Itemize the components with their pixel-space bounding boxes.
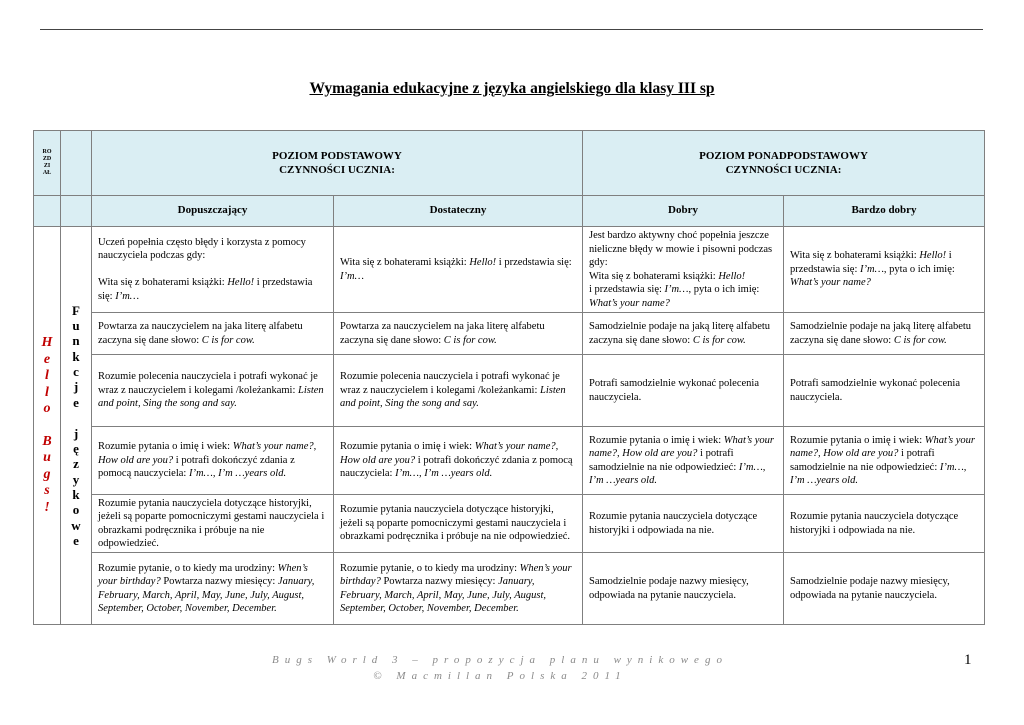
- grade-dostateczny: Dostateczny: [334, 196, 583, 227]
- requirement-cell: [92, 495, 334, 553]
- section-letter: k: [72, 348, 80, 364]
- basic-level-subtitle: CZYNNOŚCI UCZNIA:: [279, 164, 395, 176]
- section-letter: ę: [73, 441, 79, 457]
- section-letter: y: [72, 471, 80, 487]
- cell-text: i przedstawia się:: [496, 257, 572, 268]
- cell-text: Wita się z bohaterami książki:: [589, 270, 719, 282]
- cell-text: , pyta o ich imię:: [688, 284, 760, 295]
- basic-level-header: [92, 131, 583, 196]
- section-letter: z: [73, 456, 79, 472]
- section-letter: j: [73, 425, 79, 441]
- chapter-letter: H: [41, 335, 53, 350]
- cell-text: i potrafi dokończyć zdania z pomocą nauczyciela:: [340, 454, 573, 480]
- english-phrase: What’s your name?, How old are you?: [98, 441, 317, 466]
- english-phrase: I’m…, I’m …years old.: [188, 468, 287, 480]
- requirement-cell: [583, 427, 784, 495]
- requirement-row: [34, 355, 985, 427]
- english-phrase: I’m…: [860, 263, 884, 275]
- section-letter: [61, 410, 91, 426]
- english-phrase: C is for cow.: [692, 334, 746, 346]
- cell-text: Rozumie pytania o imię i wiek:: [790, 434, 925, 446]
- requirement-cell: [334, 313, 583, 355]
- cell-text: Samodzielnie podaje nazwy miesięcy, odpowiada na pytanie nauczyciela.: [790, 576, 950, 601]
- chapter-letter: s: [44, 483, 50, 498]
- advanced-level-title: POZIOM PONADPODSTAWOWY: [699, 150, 868, 162]
- section-letter: n: [72, 333, 80, 349]
- requirement-cell: [583, 313, 784, 355]
- section-title-vertical: [61, 227, 92, 625]
- cell-text: Rozumie polecenia nauczyciela i potrafi wykonać je wraz z nauczycielem i kolegami /koleżankami:: [340, 371, 560, 396]
- english-phrase: Hello!: [469, 257, 497, 268]
- footer-copyright: © Macmillan Polska 2011: [373, 670, 627, 682]
- advanced-level-subtitle: CZYNNOŚCI UCZNIA:: [725, 164, 842, 176]
- blank-header-cell: [61, 131, 92, 196]
- requirement-cell: [334, 553, 583, 625]
- top-divider: [40, 29, 983, 30]
- requirement-cell: [784, 355, 985, 427]
- english-phrase: What’s your name?, How old are you?: [340, 441, 559, 466]
- basic-level-title: POZIOM PODSTAWOWY: [272, 150, 402, 162]
- cell-text: Powtarza nazwy miesięcy:: [160, 576, 278, 587]
- advanced-level-header: [583, 131, 985, 196]
- english-phrase: When’s your birthday?: [98, 562, 308, 587]
- requirement-row: [34, 495, 985, 553]
- cell-text: Rozumie pytania o imię i wiek:: [340, 441, 475, 453]
- english-phrase: What’s your name?: [790, 277, 871, 289]
- cell-text: Rozumie pytania nauczyciela dotyczące historyjki i odpowiada na nie.: [589, 511, 758, 536]
- requirement-cell: [92, 553, 334, 625]
- english-phrase: January, February, March, April, May, June, July, August, September, October, November, December.: [98, 576, 315, 614]
- requirement-cell: [784, 427, 985, 495]
- grade-bardzo-dobry: Bardzo dobry: [784, 196, 985, 227]
- english-phrase: I’m…, I’m …years old.: [790, 461, 967, 486]
- cell-text: Wita się z bohaterami książki:: [340, 257, 470, 268]
- english-phrase: Hello!: [919, 250, 947, 262]
- cell-text: Powtarza za nauczycielem na jaka literę alfabetu zaczyna się dane słowo:: [340, 321, 545, 346]
- requirement-cell: [92, 427, 334, 495]
- cell-text: Samodzielnie podaje na jaką literę alfabetu zaczyna się dane słowo:: [790, 321, 972, 346]
- requirement-cell: [334, 227, 583, 313]
- chapter-letter: l: [45, 368, 49, 383]
- requirement-cell: [92, 355, 334, 427]
- english-phrase: I’m…: [115, 290, 140, 302]
- section-letter: c: [73, 363, 79, 379]
- cell-text: Rozumie pytania nauczyciela dotyczące historyjki i odpowiada na nie.: [790, 511, 959, 536]
- cell-text: i przedstawia się:: [790, 250, 952, 275]
- requirement-cell: [334, 355, 583, 427]
- requirement-cell: [784, 313, 985, 355]
- cell-text: i potrafi samodzielnie na nie odpowiedzieć:: [790, 448, 940, 473]
- chapter-letter: [34, 418, 60, 434]
- section-letter: o: [72, 502, 80, 518]
- requirement-row: [34, 553, 985, 625]
- english-phrase: What’s your name?, How old are you?: [790, 434, 976, 459]
- english-phrase: I’m…: [340, 270, 364, 282]
- cell-text: Potrafi samodzielnie wykonać polecenia nauczyciela.: [589, 378, 759, 403]
- section-letter: e: [73, 394, 79, 410]
- chapter-letter: o: [43, 401, 51, 416]
- requirement-cell: [583, 227, 784, 313]
- english-phrase: When’s your birthday?: [340, 562, 572, 587]
- section-letter: j: [73, 379, 79, 395]
- grade-dobry: Dobry: [583, 196, 784, 227]
- cell-text: , pyta o ich imię:: [883, 263, 955, 275]
- english-phrase: What’s your name?, How old are you?: [589, 434, 775, 459]
- english-phrase: C is for cow.: [893, 334, 947, 346]
- chapter-letter: l: [45, 384, 49, 400]
- cell-text: Powtarza za nauczycielem na jaka literę alfabetu zaczyna się dane słowo:: [98, 321, 303, 346]
- cell-text: Samodzielnie podaje nazwy miesięcy, odpowiada na pytanie nauczyciela.: [589, 576, 749, 601]
- english-phrase: C is for cow.: [201, 334, 255, 346]
- requirement-cell: [784, 495, 985, 553]
- requirement-cell: [583, 553, 784, 625]
- cell-text: Powtarza nazwy miesięcy:: [380, 576, 499, 587]
- chapter-title-vertical: [34, 227, 61, 625]
- requirement-cell: [784, 553, 985, 625]
- cell-text: Rozumie pytania nauczyciela dotyczące historyjki, jeżeli są poparte pomocniczymi gestami nauczyciela i obrazkami podręcznika i próbuje na nie odpowiedzieć.: [340, 504, 571, 543]
- requirement-cell: [92, 313, 334, 355]
- chapter-letter: B: [42, 433, 52, 449]
- cell-text: Jest bardzo aktywny choć popełnia jeszcze nieliczne błędy w mowie i pisowni podczas gdy:: [589, 230, 773, 268]
- requirement-cell: [334, 495, 583, 553]
- page-number: 1: [964, 652, 972, 668]
- english-phrase: Listen and point, Sing the song and say.: [98, 384, 324, 410]
- cell-text: i przedstawia się:: [589, 284, 665, 295]
- cell-text: Wita się z bohaterami książki:: [790, 250, 920, 262]
- cell-text: Rozumie pytanie, o to kiedy ma urodziny:: [98, 562, 278, 574]
- cell-text: Uczeń popełnia często błędy i korzysta z pomocy nauczyciela podczas gdy:: [98, 236, 306, 262]
- footer: [0, 652, 1000, 684]
- chapter-letter: e: [43, 351, 51, 367]
- english-phrase: I’m…: [664, 284, 689, 295]
- cell-text: Samodzielnie podaje na jaką literę alfabetu zaczyna się dane słowo:: [589, 321, 771, 346]
- cell-text: i przedstawia się:: [98, 277, 313, 302]
- chapter-letter: u: [43, 450, 51, 465]
- blank-cell: [34, 196, 61, 227]
- footer-publication: Bugs World 3 – propozycja planu wynikowego: [272, 654, 728, 666]
- document-title: Wymagania edukacyjne z języka angielskiego dla klasy III sp: [309, 80, 715, 97]
- cell-text: i potrafi dokończyć zdania z pomocą nauczyciela:: [98, 454, 295, 480]
- cell-text: Rozumie pytania nauczyciela dotyczące historyjki, jeżeli są poparte pomocniczymi gestami nauczyciela i obrazkami podręcznika i próbuje na nie odpowiedzieć.: [98, 497, 325, 549]
- cell-text: Potrafi samodzielnie wykonać polecenia nauczyciela.: [790, 378, 960, 403]
- chapter-letter: g: [43, 466, 51, 482]
- section-letter: e: [73, 532, 79, 548]
- section-letter: F: [72, 302, 80, 318]
- requirement-row: [34, 313, 985, 355]
- section-letter: k: [72, 487, 80, 503]
- cell-text: Rozumie pytania o imię i wiek:: [98, 441, 233, 453]
- blank-cell: [61, 196, 92, 227]
- requirement-cell: [334, 427, 583, 495]
- english-phrase: Listen and point, Sing the song and say.: [340, 384, 566, 410]
- section-letter: u: [72, 318, 80, 334]
- requirement-row: [34, 427, 985, 495]
- requirement-cell: [92, 227, 334, 313]
- english-phrase: January, February, March, April, May, June, July, August, September, October, November, December.: [340, 576, 546, 614]
- cell-text: Rozumie pytanie, o to kiedy ma urodziny:: [340, 562, 520, 574]
- section-letter: w: [71, 517, 81, 533]
- english-phrase: Hello!: [227, 277, 255, 289]
- english-phrase: What’s your name?: [589, 297, 670, 309]
- grade-dopuszczajacy: Dopuszczający: [92, 196, 334, 227]
- grade-levels-row: [34, 196, 985, 227]
- requirements-table: [33, 130, 985, 625]
- cell-text: Wita się z bohaterami książki:: [98, 277, 228, 289]
- cell-text: i potrafi samodzielnie na nie odpowiedzieć:: [589, 448, 739, 473]
- chapter-letter: !: [44, 499, 50, 515]
- cell-text: Rozumie pytania o imię i wiek:: [589, 434, 724, 446]
- requirement-cell: [583, 495, 784, 553]
- header-row: [34, 131, 985, 196]
- requirement-cell: [784, 227, 985, 313]
- rozdzial-header: RO ZD ZI AŁ: [34, 131, 61, 196]
- english-phrase: I’m…, I’m …years old.: [395, 468, 493, 480]
- english-phrase: Hello!: [718, 270, 746, 282]
- cell-text: Rozumie polecenia nauczyciela i potrafi wykonać je wraz z nauczycielem i kolegami /koleżankami:: [98, 371, 318, 396]
- requirement-cell: [583, 355, 784, 427]
- english-phrase: I’m…, I’m …years old.: [589, 461, 766, 486]
- requirement-row: [34, 227, 985, 313]
- english-phrase: C is for cow.: [443, 334, 497, 346]
